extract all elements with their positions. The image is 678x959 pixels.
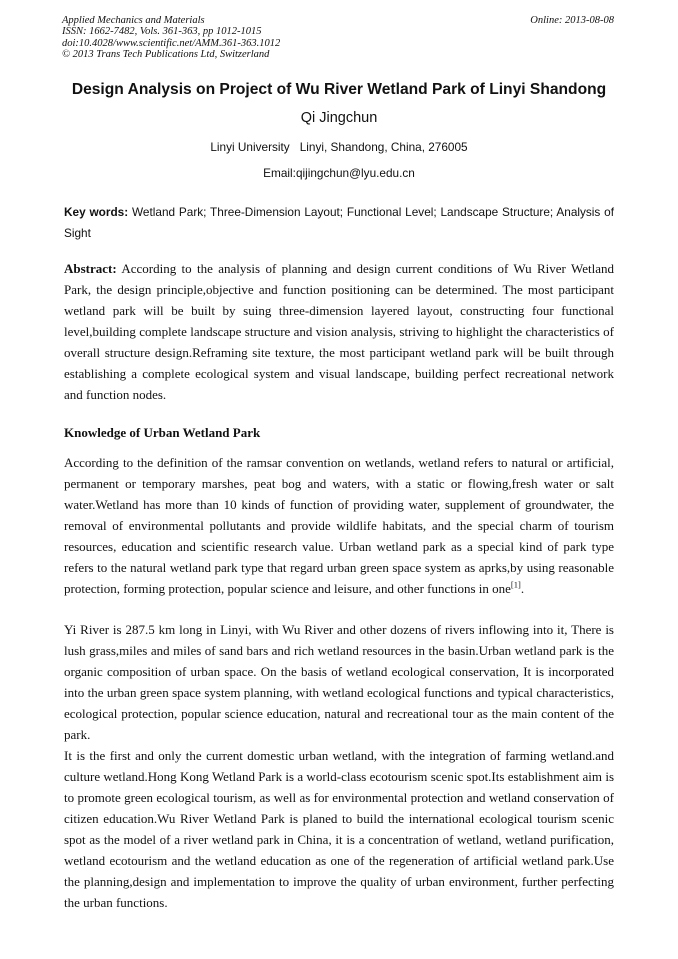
journal-name: Applied Mechanics and Materials (62, 15, 205, 26)
online-date: Online: 2013-08-08 (530, 15, 614, 26)
paragraph-1-end: . (520, 581, 525, 596)
citation-ref: [1] (510, 579, 521, 590)
doi-line: doi:10.4028/www.scientific.net/AMM.361-363.1012 (62, 37, 281, 49)
paper-title: Design Analysis on Project of Wu River Wetland Park of Linyi Shandong (71, 81, 607, 98)
paragraph-1 (64, 452, 614, 599)
author-name: Qi Jingchun (300, 110, 378, 126)
issn-line: ISSN: 1662-7482, Vols. 361-363, pp 1012-1015 (62, 26, 262, 38)
running-header (62, 15, 614, 60)
paragraph-1-text: According to the definition of the ramsar convention on wetlands, wetland refers to natural or artificial, permanent or temporary marshes, peat bog and waters, with a static or flowing,fresh water or salt water.Wetland has more than 10 kinds of function of providing water, supplement of groundwater, the removal of environmental pollutants and provide wildlife habitats, and the special charm of tourism resources, education and scientific research value. Urban wetland park as a special kind of park type refers to the natural wetland park type that regard urban green space system as aprks,by using reasonable protection, forming protection, popular science and leisure, and other functions in one (64, 455, 614, 596)
affiliation (0, 140, 678, 154)
copyright-line: © 2013 Trans Tech Publications Ltd, Switzerland (62, 48, 270, 60)
abstract-text: According to the analysis of planning and design current conditions of Wu River Wetland Park, the design principle,objective and function positioning can be determined. The most participant wetland park will be built by suing three-dimension layered layout, constructing four functional level,building complete landscape structure and vision analysis, striving to highlight the characteristics of overall structure design.Reframing site texture, the most participant wetland park will be built through establishing a complete ecological system and visual landscape, building perfect recreational network and function nodes. (64, 261, 614, 402)
abstract (64, 258, 614, 405)
affiliation-university: Linyi University (210, 140, 290, 154)
paragraph-2: Yi River is 287.5 km long in Linyi, with Wu River and other dozens of rivers inflowing into it, There is lush grass,miles and miles of sand bars and rich wetland resources in the basin.Urban wetland park is the organic composition of urban space. On the basis of wetland ecological conservation, It is incorporated into the urban green space system planning, with wetland ecological functions and typical characteristics, ecological protection, popular science education, natural and recreational tour as the main content of the park. (64, 622, 614, 742)
affiliation-location: Linyi, Shandong, China, 276005 (299, 140, 468, 154)
keywords-label: Key words: (64, 205, 129, 219)
section-heading: Knowledge of Urban Wetland Park (64, 425, 261, 440)
keywords (64, 202, 614, 244)
keywords-text: Wetland Park; Three-Dimension Layout; Functional Level; Landscape Structure; Analysis of Sight (64, 205, 614, 240)
abstract-label: Abstract: (64, 261, 117, 276)
author-email: Email:qijingchun@lyu.edu.cn (263, 166, 415, 180)
paragraph-3: It is the first and only the current domestic urban wetland, with the integration of farming wetland.and culture wetland.Hong Kong Wetland Park is a world-class ecotourism scenic spot.Its establishment aim is to promote green ecological tourism, as well as for environmental protection and wetland conservation of citizen education.Wu River Wetland Park is planed to build the international ecological tourism scenic spot as the model of a river wetland park in China, it is a concentration of wetland, wetland purification, wetland ecotourism and the wetland education as one of the regeneration of artificial wetland park.Use the planning,design and implementation to improve the quality of urban environment, further perfecting the urban functions. (64, 748, 614, 910)
